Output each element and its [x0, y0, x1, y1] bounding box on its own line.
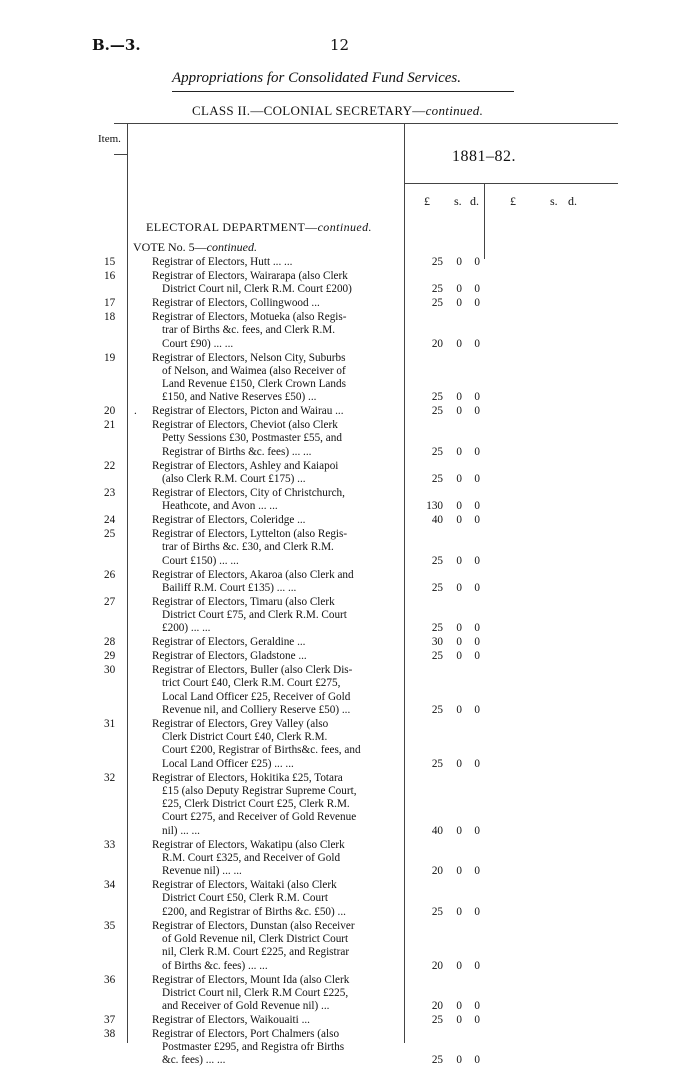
amount-pounds: 25 — [431, 391, 443, 404]
amount-shillings: 0 — [456, 445, 462, 458]
item-number: 31 — [104, 717, 116, 730]
amount-shillings: 0 — [456, 636, 462, 649]
item-column-header: Item. — [98, 133, 121, 145]
description-line: nil, Clerk R.M. Court £225, and Registrar — [162, 946, 350, 959]
item-description — [152, 352, 402, 405]
amount-pence: 0 — [474, 959, 480, 972]
description-line: Court £150) ... ... — [162, 554, 239, 567]
item-number: 36 — [104, 973, 116, 986]
description-line: Registrar of Electors, Geraldine ... — [152, 636, 306, 649]
item-description — [152, 664, 402, 717]
amount-shillings: 0 — [456, 905, 462, 918]
amount-pounds: 25 — [431, 297, 443, 310]
table-row — [0, 717, 700, 770]
description-line: trict Court £40, Clerk R.M. Court £275, — [162, 677, 341, 690]
amount-pence: 0 — [474, 500, 480, 513]
vote-heading: VOTE No. 5—continued. — [133, 240, 257, 254]
item-description — [152, 839, 402, 879]
amount-pence: 0 — [474, 391, 480, 404]
amount-pounds: 20 — [431, 337, 443, 350]
description-line: Heathcote, and Avon ... ... — [162, 500, 278, 513]
item-number: 37 — [104, 1014, 116, 1026]
item-description — [152, 1014, 402, 1027]
table-row — [0, 311, 700, 350]
amount-shillings: 0 — [456, 514, 462, 527]
amount-shillings: 0 — [456, 865, 462, 878]
table-row — [0, 297, 700, 310]
description-line: Clerk District Court £40, Clerk R.M. — [162, 731, 328, 744]
item-number: 33 — [104, 838, 116, 851]
item-number: 35 — [104, 919, 116, 932]
description-line: Court £275, and Receiver of Gold Revenue — [162, 811, 357, 824]
title-rule — [172, 91, 514, 92]
amount-shillings: 0 — [456, 337, 462, 350]
table-row — [0, 771, 700, 837]
description-line: Postmaster £295, and Registra ofr Births — [162, 1041, 345, 1054]
item-number: 26 — [104, 568, 116, 581]
section-heading: ELECTORAL DEPARTMENT—continued. — [146, 220, 372, 234]
item-description — [152, 460, 402, 487]
item-description — [152, 270, 402, 297]
amount-pounds: 25 — [431, 405, 443, 418]
description-line: of Gold Revenue nil, Clerk District Court — [162, 932, 349, 945]
shilling-header-1: s. — [454, 194, 462, 208]
description-line: District Court nil, Clerk R.M. Court £200) — [162, 283, 352, 296]
table-row — [0, 838, 700, 878]
margin-mark: . — [134, 405, 137, 418]
description-line: of Births &c. fees) ... ... — [162, 959, 268, 972]
table-top-rule — [114, 123, 618, 124]
item-number: 19 — [104, 351, 116, 364]
amount-shillings: 0 — [456, 391, 462, 404]
table-row — [0, 269, 700, 296]
amount-pounds: 25 — [431, 650, 443, 663]
amount-pence: 0 — [474, 905, 480, 918]
item-description — [152, 528, 402, 568]
description-line: Registrar of Electors, Grey Valley (also — [152, 717, 329, 730]
page-title: Appropriations for Consolidated Fund Services. — [172, 70, 462, 86]
description-line: Registrar of Electors, Dunstan (also Receiver — [152, 919, 355, 932]
item-description — [152, 256, 402, 269]
item-description — [152, 487, 402, 514]
table-row — [0, 1014, 700, 1024]
amount-pounds: 20 — [431, 1000, 443, 1013]
description-line: Registrar of Births &c. fees) ... ... — [162, 445, 312, 458]
table-row — [0, 528, 700, 567]
description-line: nil) ... ... — [162, 824, 200, 837]
item-number: 20 — [104, 405, 116, 418]
description-line: Registrar of Electors, Wairarapa (also Clerk — [152, 269, 348, 282]
amount-pence: 0 — [474, 757, 480, 770]
item-description — [152, 718, 402, 771]
description-line: Revenue nil, and Colliery Reserve £50) ... — [162, 703, 351, 716]
amount-shillings: 0 — [456, 703, 462, 716]
description-line: Petty Sessions £30, Postmaster £55, and — [162, 432, 342, 445]
amount-pounds: 25 — [431, 256, 443, 268]
item-number: 22 — [104, 459, 116, 472]
amount-pence: 0 — [474, 297, 480, 310]
description-line: Registrar of Electors, City of Christchurch, — [152, 486, 345, 499]
pound-header-1: £ — [424, 194, 430, 208]
item-number: 17 — [104, 297, 116, 310]
amount-shillings: 0 — [456, 297, 462, 310]
class-heading: CLASS II.—COLONIAL SECRETARY—continued. — [192, 103, 484, 118]
amount-pence: 0 — [474, 622, 480, 635]
amount-pounds: 20 — [431, 959, 443, 972]
description-line: trar of Births &c. fees, and Clerk R.M. — [162, 324, 336, 337]
description-line: (also Clerk R.M. Court £175) ... — [162, 472, 306, 485]
description-line: Registrar of Electors, Picton and Wairau ... — [152, 405, 344, 418]
description-line: and Receiver of Gold Revenue nil) ... — [162, 1000, 330, 1013]
amount-pounds: 30 — [431, 636, 443, 649]
document-code: B.—3. — [92, 36, 141, 54]
pence-header-2: d. — [568, 194, 577, 208]
description-line: Registrar of Electors, Nelson City, Suburbs — [152, 351, 346, 364]
item-description — [152, 974, 402, 1014]
amount-pounds: 40 — [431, 824, 443, 837]
description-line: Registrar of Electors, Waikouaiti ... — [152, 1014, 310, 1026]
description-line: Registrar of Electors, Collingwood ... — [152, 297, 320, 310]
item-number: 32 — [104, 771, 116, 784]
amount-pence: 0 — [474, 581, 480, 594]
amount-shillings: 0 — [456, 472, 462, 485]
description-line: Bailiff R.M. Court £135) ... ... — [162, 581, 297, 594]
amount-shillings: 0 — [456, 1054, 462, 1067]
item-number: 27 — [104, 595, 116, 608]
description-line: Land Revenue £150, Clerk Crown Lands — [162, 378, 346, 391]
amount-pence: 0 — [474, 472, 480, 485]
item-description — [152, 879, 402, 919]
amount-pounds: 25 — [431, 703, 443, 716]
item-number: 23 — [104, 486, 116, 499]
description-line: Registrar of Electors, Gladstone ... — [152, 650, 307, 663]
amount-pounds: 25 — [431, 1014, 443, 1026]
description-line: Court £200, Registrar of Births&c. fees, and — [162, 744, 361, 757]
amount-pence: 0 — [474, 1000, 480, 1013]
item-description — [152, 596, 402, 636]
amount-pounds: 130 — [426, 500, 443, 513]
amount-pence: 0 — [474, 636, 480, 649]
amount-pounds: 20 — [431, 865, 443, 878]
shilling-header-2: s. — [550, 194, 558, 208]
item-description — [152, 297, 402, 310]
item-description — [152, 405, 402, 418]
description-line: Registrar of Electors, Lyttelton (also Regis- — [152, 528, 348, 540]
item-number: 38 — [104, 1027, 116, 1040]
pence-header-1: d. — [470, 194, 479, 208]
description-line: £150, and Native Reserves £50) ... — [162, 391, 317, 404]
item-description — [152, 650, 402, 663]
year-heading: 1881–82. — [452, 148, 516, 165]
amount-pence: 0 — [474, 337, 480, 350]
amount-pence: 0 — [474, 1014, 480, 1026]
amount-pence: 0 — [474, 405, 480, 418]
description-line: Registrar of Electors, Hokitika £25, Totara — [152, 771, 343, 784]
amount-pounds: 25 — [431, 554, 443, 567]
description-line: Registrar of Electors, Port Chalmers (also — [152, 1027, 340, 1040]
item-number: 34 — [104, 879, 116, 892]
amount-pence: 0 — [474, 1054, 480, 1067]
table-row — [0, 1027, 700, 1067]
item-header-rule — [114, 154, 127, 155]
amount-shillings: 0 — [456, 959, 462, 972]
description-line: £25, Clerk District Court £25, Clerk R.M. — [162, 798, 350, 811]
amount-pounds: 40 — [431, 514, 443, 527]
amount-shillings: 0 — [456, 500, 462, 513]
table-row — [0, 636, 700, 649]
pound-header-2: £ — [510, 194, 516, 208]
table-row — [0, 595, 700, 635]
table-row — [0, 568, 700, 594]
amount-pence: 0 — [474, 554, 480, 567]
description-line: £200) ... ... — [162, 622, 211, 635]
description-line: District Court £50, Clerk R.M. Court — [162, 892, 328, 905]
item-number: 18 — [104, 311, 116, 323]
item-number: 24 — [104, 514, 116, 527]
table-row — [0, 879, 700, 918]
amount-shillings: 0 — [456, 256, 462, 268]
table-row — [0, 486, 700, 513]
amount-shillings: 0 — [456, 405, 462, 418]
description-line: Court £90) ... ... — [162, 337, 234, 350]
description-line: Local Land Officer £25, Receiver of Gold — [162, 690, 351, 703]
item-description — [152, 311, 402, 351]
table-row — [0, 664, 700, 716]
description-line: District Court £75, and Clerk R.M. Court — [162, 608, 347, 621]
item-number: 28 — [104, 636, 116, 649]
item-number: 15 — [104, 256, 116, 268]
table-row — [0, 919, 700, 972]
amount-shillings: 0 — [456, 650, 462, 663]
description-line: £15 (also Deputy Registrar Supreme Court, — [162, 784, 357, 797]
description-line: Registrar of Electors, Timaru (also Clerk — [152, 595, 335, 608]
description-line: trar of Births &c. £30, and Clerk R.M. — [162, 541, 334, 554]
amount-shillings: 0 — [456, 757, 462, 770]
item-number: 30 — [104, 664, 116, 676]
item-description — [152, 772, 402, 838]
amount-shillings: 0 — [456, 581, 462, 594]
description-line: of Nelson, and Waimea (also Receiver of — [162, 364, 346, 377]
amount-pounds: 25 — [431, 472, 443, 485]
item-description — [152, 920, 402, 973]
amount-pounds: 25 — [431, 757, 443, 770]
description-line: Local Land Officer £25) ... ... — [162, 757, 294, 770]
amount-pence: 0 — [474, 865, 480, 878]
description-line: Registrar of Electors, Hutt ... ... — [152, 256, 293, 268]
amount-pounds: 25 — [431, 445, 443, 458]
table-row — [0, 405, 700, 418]
description-line: Registrar of Electors, Waitaki (also Clerk — [152, 879, 337, 892]
table-row — [0, 650, 700, 663]
amount-shillings: 0 — [456, 622, 462, 635]
amount-subcolumn-divider — [484, 183, 485, 259]
description-line: Registrar of Electors, Akaroa (also Clerk and — [152, 568, 354, 581]
amount-shillings: 0 — [456, 283, 462, 296]
table-row — [0, 419, 700, 458]
amount-shillings: 0 — [456, 1014, 462, 1026]
item-description — [152, 569, 402, 596]
table-row — [0, 514, 700, 527]
amount-pence: 0 — [474, 824, 480, 837]
table-row — [0, 973, 700, 1013]
description-line: Revenue nil) ... ... — [162, 865, 242, 878]
table-row — [0, 351, 700, 404]
amount-pence: 0 — [474, 514, 480, 527]
item-description — [152, 514, 402, 527]
amount-pence: 0 — [474, 445, 480, 458]
description-line: Registrar of Electors, Motueka (also Regis- — [152, 311, 347, 323]
amount-shillings: 0 — [456, 1000, 462, 1013]
description-line: Registrar of Electors, Wakatipu (also Clerk — [152, 838, 345, 851]
amount-shillings: 0 — [456, 554, 462, 567]
amount-pence: 0 — [474, 283, 480, 296]
amount-pounds: 25 — [431, 283, 443, 296]
table-row — [0, 459, 700, 485]
amount-pence: 0 — [474, 703, 480, 716]
item-number: 25 — [104, 528, 116, 540]
description-line: District Court nil, Clerk R.M Court £225, — [162, 986, 349, 999]
amount-pounds: 25 — [431, 622, 443, 635]
description-line: £200, and Registrar of Births &c. £50) ... — [162, 905, 346, 918]
item-description — [152, 419, 402, 459]
description-line: Registrar of Electors, Mount Ida (also Clerk — [152, 973, 350, 986]
item-number: 16 — [104, 269, 116, 282]
description-line: &c. fees) ... ... — [162, 1054, 226, 1067]
item-description — [152, 636, 402, 649]
description-line: R.M. Court £325, and Receiver of Gold — [162, 851, 341, 864]
item-number: 29 — [104, 650, 116, 663]
description-line: Registrar of Electors, Ashley and Kaiapoi — [152, 459, 339, 472]
description-line: Registrar of Electors, Buller (also Clerk Dis- — [152, 664, 353, 676]
page-number: 12 — [330, 36, 350, 54]
year-header-rule — [404, 183, 618, 184]
table-row — [0, 256, 700, 266]
description-line: Registrar of Electors, Coleridge ... — [152, 514, 306, 527]
amount-pence: 0 — [474, 650, 480, 663]
amount-pounds: 25 — [431, 581, 443, 594]
amount-pounds: 25 — [431, 905, 443, 918]
amount-pounds: 25 — [431, 1054, 443, 1067]
item-description — [152, 1028, 402, 1068]
description-line: Registrar of Electors, Cheviot (also Clerk — [152, 419, 338, 432]
amount-shillings: 0 — [456, 824, 462, 837]
item-number: 21 — [104, 419, 116, 432]
amount-pence: 0 — [474, 256, 480, 268]
